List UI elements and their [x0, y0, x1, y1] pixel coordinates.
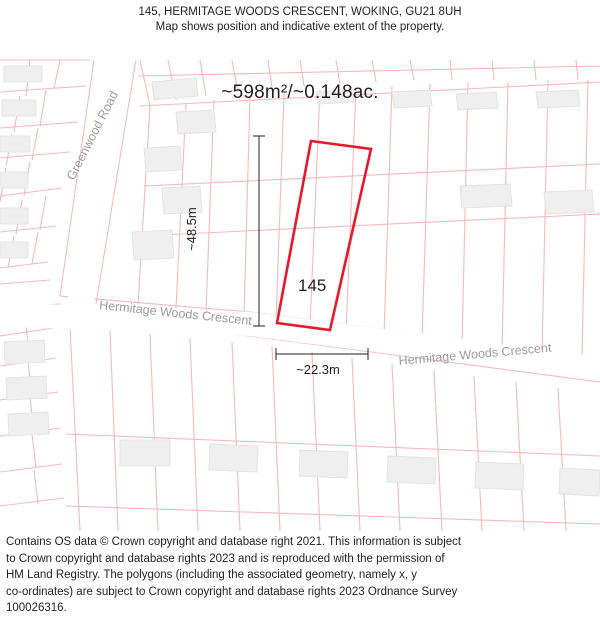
- road-label-hermitage-woods-crescent-left: Hermitage Woods Crescent: [98, 298, 253, 328]
- plot-number-label: 145: [298, 276, 327, 295]
- page-title: 145, HERMITAGE WOODS CRESCENT, WOKING, GU21 8UH: [138, 6, 462, 18]
- footer-line-5: 100026316.: [6, 602, 67, 614]
- page-header: [0, 0, 600, 36]
- road-label-greenwood-road: Greenwood Road: [64, 88, 121, 183]
- copyright-footer: [0, 534, 600, 617]
- footer-line-4: co-ordinates) are subject to Crown copyright and database rights 2023 Ordnance Survey: [6, 585, 458, 598]
- vertical-dimension-label: [182, 231, 272, 251]
- horizontal-dimension-label: ~22.3m: [296, 362, 340, 377]
- map-canvas[interactable]: [0, 36, 600, 531]
- footer-line-3: HM Land Registry. The polygons (including the associated geometry, namely x, y: [6, 569, 418, 581]
- page-subtitle: Map shows position and indicative extent of the property.: [155, 21, 445, 33]
- road-label-hermitage-woods-crescent-right: Hermitage Woods Crescent: [398, 340, 552, 368]
- area-label: ~598m²/~0.148ac.: [221, 82, 379, 103]
- footer-line-1: Contains OS data © Crown copyright and database right 2021. This information is subject: [6, 536, 462, 548]
- footer-line-2: to Crown copyright and database rights 2023 and is reproduced with the permission of: [6, 552, 445, 565]
